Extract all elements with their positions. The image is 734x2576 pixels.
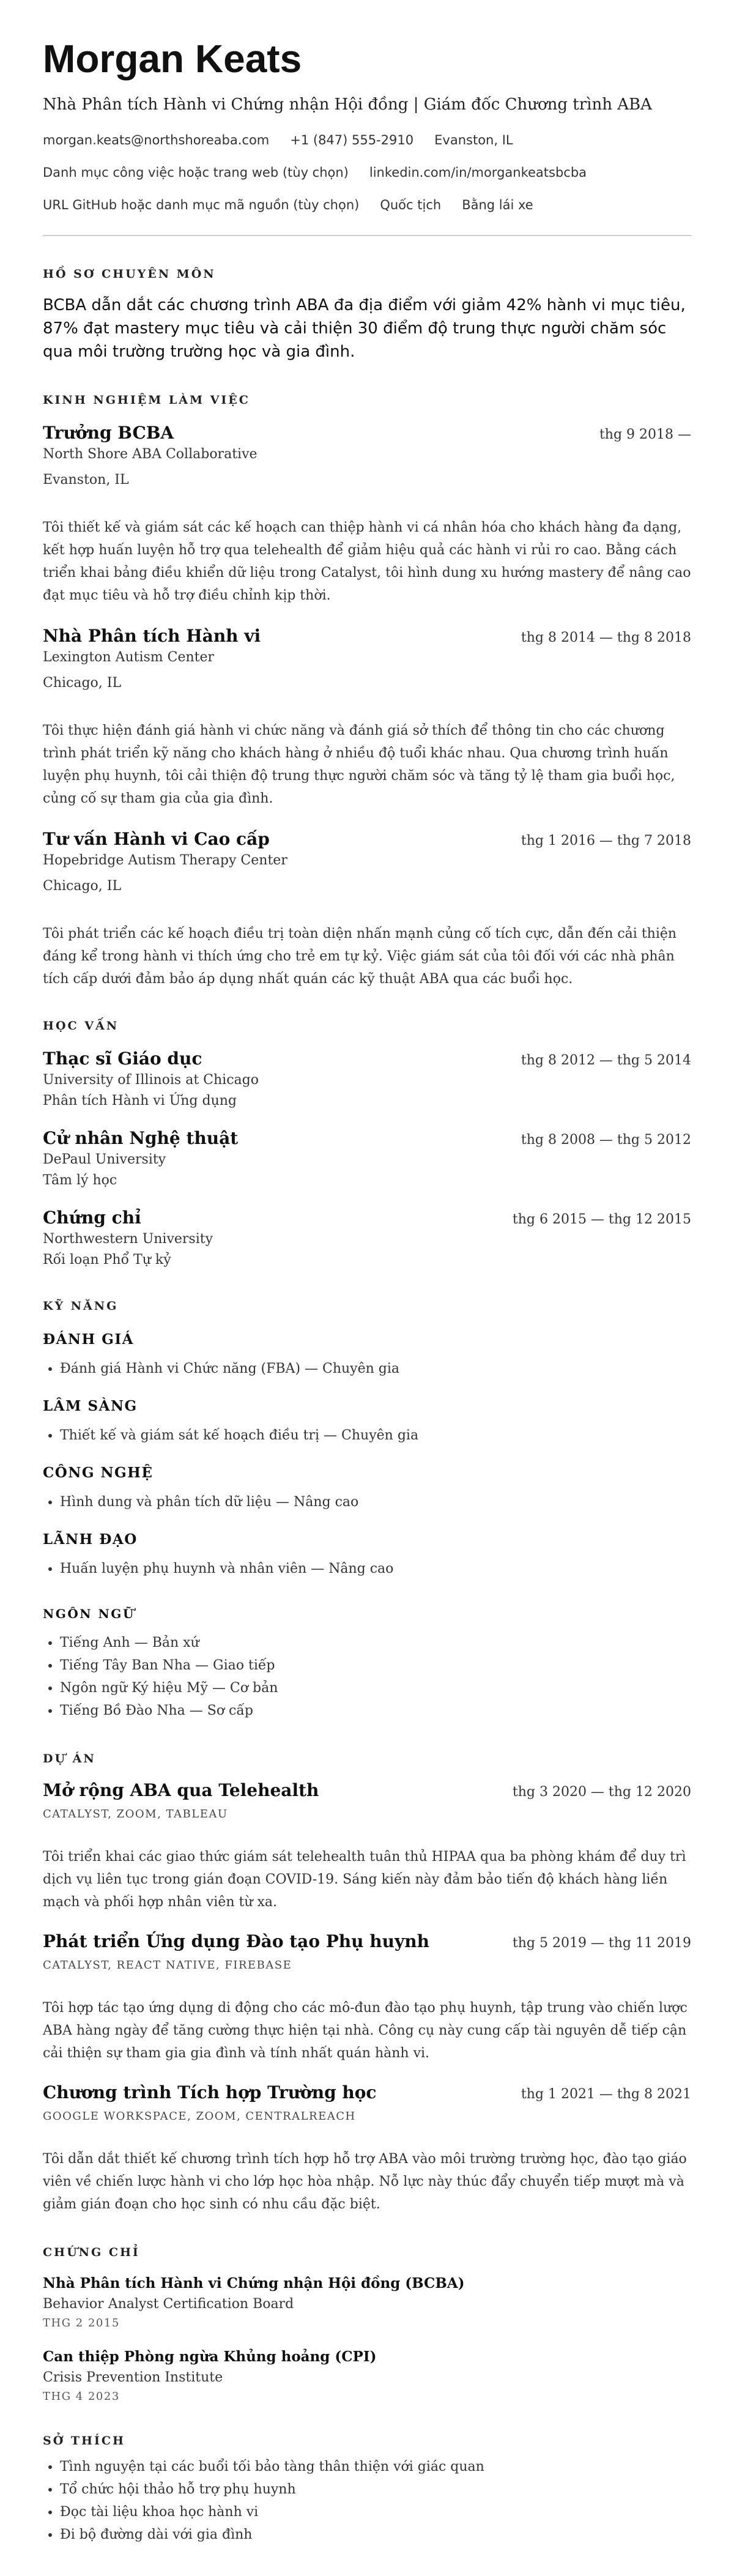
resume-header	[43, 37, 691, 236]
section-title-education: HỌC VẤN	[43, 1019, 119, 1033]
skills-section	[43, 1299, 691, 1722]
project-name: Mở rộng ABA qua Telehealth	[43, 1780, 319, 1800]
school: DePaul University	[43, 1152, 166, 1167]
summary-section	[43, 267, 691, 363]
skill-item: • Hình dung và phân tích dữ liệu — Nâng cao	[60, 1491, 691, 1513]
project-date: thg 5 2019 — thg 11 2019	[512, 1936, 691, 1951]
skill-category: ĐÁNH GIÁ	[43, 1331, 134, 1348]
contact-row-extra	[43, 196, 691, 214]
skill-list	[43, 1557, 691, 1580]
projects-section	[43, 1751, 691, 2216]
field-of-study: Tâm lý học	[43, 1173, 117, 1188]
job-title: Tư vấn Hành vi Cao cấp	[43, 829, 270, 849]
project-tech: CATALYST, ZOOM, TABLEAU	[43, 1808, 228, 1821]
language-item: • Tiếng Tây Ban Nha — Giao tiếp	[60, 1654, 691, 1677]
certifications-section	[43, 2245, 691, 2405]
skill-list	[43, 1357, 691, 1380]
education-entry	[43, 1207, 691, 1271]
certification-entry	[43, 2347, 691, 2405]
field-of-study: Rối loạn Phổ Tự kỷ	[43, 1252, 171, 1268]
interest-item: • Đọc tài liệu khoa học hành vi	[60, 2501, 691, 2523]
education-entry	[43, 1127, 691, 1191]
language-list	[43, 1631, 691, 1722]
job-location: Evanston, IL	[43, 472, 129, 488]
certification-issuer: Crisis Prevention Institute	[43, 2370, 223, 2385]
skill-item: • Đánh giá Hành vi Chức năng (FBA) — Chuyên gia	[60, 1357, 691, 1380]
github-link[interactable]: URL GitHub hoặc danh mục mã nguồn (tùy chọn)	[43, 198, 360, 212]
phone-number: +1 (847) 555-2910	[290, 133, 414, 147]
driver-license: Bằng lái xe	[462, 198, 533, 212]
section-title-summary: HỒ SƠ CHUYÊN MÔN	[43, 267, 216, 281]
school: University of Illinois at Chicago	[43, 1072, 259, 1088]
linkedin-link[interactable]: linkedin.com/in/morgankeatsbcba	[369, 165, 587, 180]
education-section	[43, 1019, 691, 1271]
project-name: Chương trình Tích hợp Trường học	[43, 2082, 377, 2103]
education-entry	[43, 1048, 691, 1112]
language-item: • Tiếng Anh — Bản xứ	[60, 1631, 691, 1654]
project-entry	[43, 1780, 691, 1913]
project-tech: CATALYST, REACT NATIVE, FIREBASE	[43, 1959, 292, 1972]
skill-list	[43, 1491, 691, 1513]
email-link[interactable]: morgan.keats@northshoreaba.com	[43, 133, 270, 147]
contact-row-links	[43, 163, 691, 182]
interests-section	[43, 2433, 691, 2546]
education-date: thg 6 2015 — thg 12 2015	[512, 1212, 691, 1227]
section-title-interests: SỞ THÍCH	[43, 2434, 125, 2448]
job-title: Nhà Phân tích Hành vi	[43, 626, 261, 646]
job-location: Chicago, IL	[43, 675, 122, 691]
job-description: Tôi phát triển các kế hoạch điều trị toàn diện nhấn mạnh củng cố tích cực, dẫn đến cải thiện đáng kể trong hành vi thích ứng cho trẻ em tự kỷ. Việc giám sát của tôi đối với các nhà phân tích cấp dưới đảm bảo áp dụng nhất quán các kỹ thuật ABA qua các buổi học.	[43, 926, 677, 987]
job-date: thg 9 2018 —	[599, 427, 691, 442]
project-tech: GOOGLE WORKSPACE, ZOOM, CENTRALREACH	[43, 2110, 356, 2123]
nationality: Quốc tịch	[380, 198, 442, 212]
certification-name: Nhà Phân tích Hành vi Chứng nhận Hội đồng (BCBA)	[43, 2275, 465, 2292]
job-location: Chicago, IL	[43, 878, 122, 894]
skill-item: • Thiết kế và giám sát kế hoạch điều trị — Chuyên gia	[60, 1424, 691, 1447]
certification-date: THG 2 2015	[43, 2317, 120, 2329]
project-description: Tôi dẫn dắt thiết kế chương trình tích hợp hỗ trợ ABA vào môi trường trường học, đào tạo giáo viên về chiến lược hành vi cho lớp học hòa nhập. Nỗ lực này thúc đẩy chuyển tiếp mượt mà và giảm gián đoạn cho học sinh có nhu cầu đặc biệt.	[43, 2151, 687, 2212]
project-entry	[43, 2082, 691, 2216]
skill-category: CÔNG NGHỆ	[43, 1464, 154, 1481]
section-title-projects: DỰ ÁN	[43, 1752, 96, 1765]
section-title-skills: KỸ NĂNG	[43, 1299, 119, 1313]
education-date: thg 8 2008 — thg 5 2012	[521, 1132, 691, 1148]
education-date: thg 8 2012 — thg 5 2014	[521, 1053, 691, 1068]
candidate-name: Morgan Keats	[43, 37, 302, 81]
skill-category: LÂM SÀNG	[43, 1398, 138, 1414]
job-description: Tôi thiết kế và giám sát các kế hoạch can thiệp hành vi cá nhân hóa cho khách hàng đa dạng, kết hợp huấn luyện hỗ trợ qua telehealth để giảm hiệu quả các hành vi rủi ro cao. Bằng cách triển khai bảng điều khiển dữ liệu trong Catalyst, tôi hình dung xu hướng mastery để nâng cao đạt mục tiêu và hỗ trợ điều chỉnh kịp thời.	[43, 520, 691, 603]
experience-section	[43, 393, 691, 990]
interest-item: • Tình nguyện tại các buổi tối bảo tàng thân thiện với giác quan	[60, 2455, 691, 2478]
experience-entry	[43, 422, 691, 607]
certification-date: THG 4 2023	[43, 2390, 120, 2403]
project-date: thg 1 2021 — thg 8 2021	[521, 2087, 691, 2102]
interest-list	[43, 2455, 691, 2546]
skill-category: LÃNH ĐẠO	[43, 1531, 138, 1548]
project-description: Tôi hợp tác tạo ứng dụng di động cho các mô-đun đào tạo phụ huynh, tập trung vào chiến lược ABA hàng ngày để tăng cường thực hiện tại nhà. Công cụ này cung cấp tài nguyên dễ tiếp cận cải thiện sự tham gia gia đình và tính nhất quán hành vi.	[43, 2000, 688, 2061]
job-company: North Shore ABA Collaborative	[43, 447, 258, 462]
headline: Nhà Phân tích Hành vi Chứng nhận Hội đồng | Giám đốc Chương trình ABA	[43, 95, 652, 114]
interest-item: • Tổ chức hội thảo hỗ trợ phụ huynh	[60, 2478, 691, 2501]
contact-row-primary	[43, 131, 691, 149]
header-divider	[43, 235, 691, 236]
school: Northwestern University	[43, 1231, 213, 1247]
degree: Chứng chỉ	[43, 1208, 141, 1228]
job-date: thg 8 2014 — thg 8 2018	[521, 630, 691, 645]
location: Evanston, IL	[434, 133, 513, 147]
experience-entry	[43, 625, 691, 810]
section-title-experience: KINH NGHIỆM LÀM VIỆC	[43, 393, 250, 407]
job-company: Lexington Autism Center	[43, 650, 215, 665]
language-item: • Tiếng Bồ Đào Nha — Sơ cấp	[60, 1699, 691, 1722]
certification-entry	[43, 2273, 691, 2332]
languages-heading: NGÔN NGỮ	[43, 1606, 135, 1621]
job-date: thg 1 2016 — thg 7 2018	[521, 833, 691, 848]
degree: Cử nhân Nghệ thuật	[43, 1128, 239, 1148]
field-of-study: Phân tích Hành vi Ứng dụng	[43, 1093, 237, 1108]
job-title: Trưởng BCBA	[43, 423, 174, 443]
project-entry	[43, 1931, 691, 2065]
job-description: Tôi thực hiện đánh giá hành vi chức năng và đánh giá sở thích để thông tin cho các chương trình phát triển kỹ năng cho khách hàng ở nhiều độ tuổi khác nhau. Qua chương trình huấn luyện phụ huynh, tôi cải thiện độ trung thực người chăm sóc và tăng tỷ lệ tham gia buổi học, củng cố sự tham gia của gia đình.	[43, 723, 675, 806]
skill-item: • Huấn luyện phụ huynh và nhân viên — Nâng cao	[60, 1557, 691, 1580]
experience-entry	[43, 828, 691, 990]
section-title-certifications: CHỨNG CHỈ	[43, 2246, 140, 2259]
job-company: Hopebridge Autism Therapy Center	[43, 853, 287, 868]
certification-issuer: Behavior Analyst Certification Board	[43, 2296, 294, 2312]
language-item: • Ngôn ngữ Ký hiệu Mỹ — Cơ bản	[60, 1677, 691, 1699]
project-description: Tôi triển khai các giao thức giám sát telehealth tuân thủ HIPAA qua ba phòng khám để duy trì dịch vụ liên tục trong gián đoạn COVID-19. Sáng kiến này đảm bảo tiến độ khách hàng liền mạch và phối hợp nhân viên từ xa.	[43, 1849, 686, 1910]
certification-name: Can thiệp Phòng ngừa Khủng hoảng (CPI)	[43, 2348, 377, 2365]
portfolio-link[interactable]: Danh mục công việc hoặc trang web (tùy chọn)	[43, 165, 349, 180]
project-name: Phát triển Ứng dụng Đào tạo Phụ huynh	[43, 1931, 429, 1951]
skill-list	[43, 1424, 691, 1447]
summary-text: BCBA dẫn dắt các chương trình ABA đa địa điểm với giảm 42% hành vi mục tiêu, 87% đạt mastery mục tiêu và cải thiện 30 điểm độ trung thực người chăm sóc qua môi trường trường học và gia đình.	[43, 296, 686, 361]
interest-item: • Đi bộ đường dài với gia đình	[60, 2523, 691, 2546]
degree: Thạc sĩ Giáo dục	[43, 1049, 202, 1069]
project-date: thg 3 2020 — thg 12 2020	[512, 1784, 691, 1800]
